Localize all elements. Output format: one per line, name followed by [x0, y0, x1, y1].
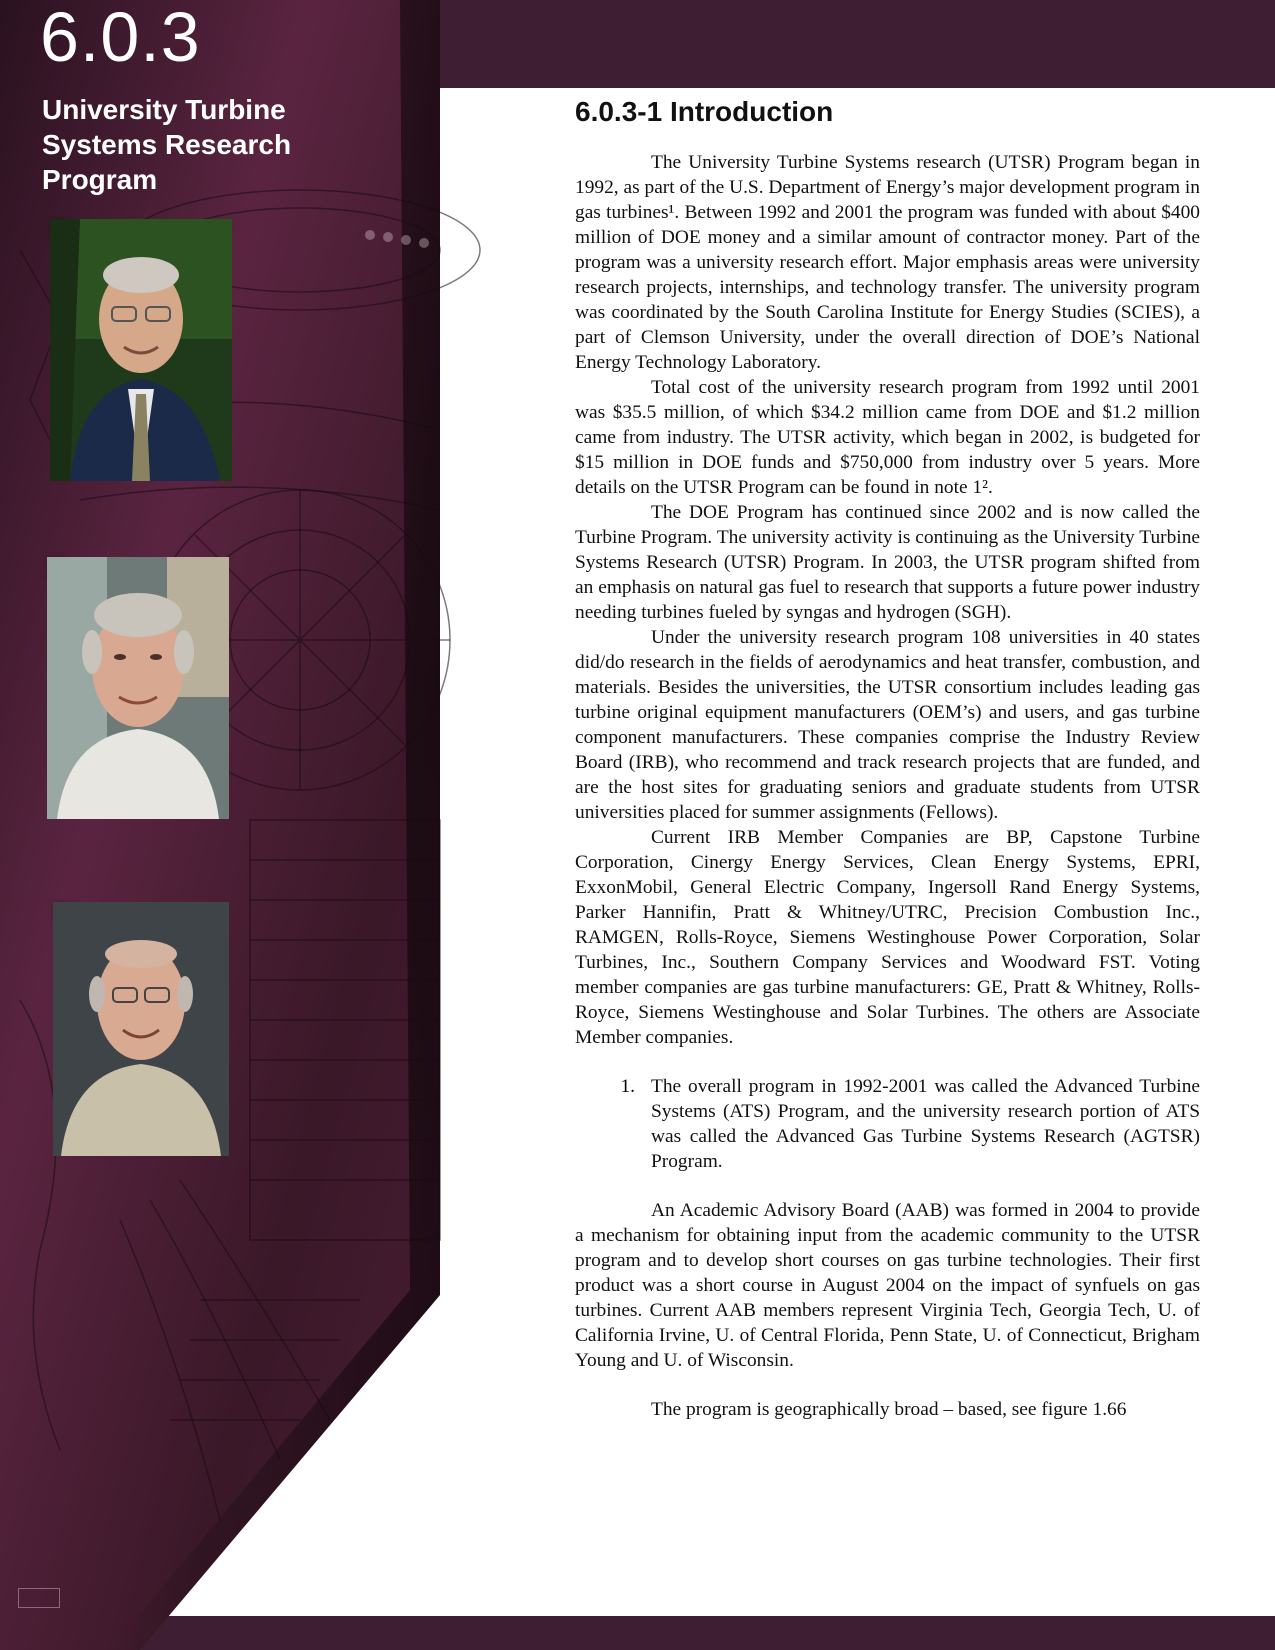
- main-content: [575, 96, 1200, 1422]
- portrait-3-image: [53, 902, 229, 1156]
- paragraph-5: Current IRB Member Companies are BP, Capstone Turbine Corporation, Cinergy Energy Services, Clean Energy Systems, EPRI, ExxonMobil, General Electric Company, Ingersoll Rand Energy Systems, Parker Hannifin, Pratt & Whitney/UTRC, Precision Combustion Inc., RAMGEN, Rolls-Royce, Siemens Westinghouse Power Corporation, Solar Turbines, Inc., Southern Company Services and Woodward FST. Voting member companies are gas turbine manufacturers: GE, Pratt & Whitney, Rolls-Royce, Siemens Westinghouse and Solar Turbines. The others are Associate Member companies.: [575, 827, 1200, 1048]
- footnote-number: 1.: [620, 1076, 635, 1097]
- footnote-text: The overall program in 1992-2001 was called the Advanced Turbine Systems (ATS) Program, and the university research portion of ATS was called the Advanced Gas Turbine Systems Research (AGTSR) Program.: [651, 1076, 1200, 1172]
- portrait-photo-2: [47, 557, 65, 575]
- paragraph-last: The program is geographically broad – based, see figure 1.66: [651, 1399, 1127, 1420]
- portrait-photo-3: [53, 902, 71, 920]
- portrait-photo-1: [50, 219, 68, 237]
- portrait-2-image: [47, 557, 229, 819]
- section-number: 6.0.3: [40, 0, 201, 76]
- paragraph-aab: An Academic Advisory Board (AAB) was formed in 2004 to provide a mechanism for obtaining input from the academic community to the UTSR program and to develop short courses on gas turbine technologies. Their first product was a short course in August 2004 on the impact of synfuels on gas turbines. Current AAB members represent Virginia Tech, Georgia Tech, U. of California Irvine, U. of Central Florida, Penn State, U. of Connecticut, Brigham Young and U. of Wisconsin.: [575, 1200, 1200, 1371]
- section-title: University Turbine Systems Research Program: [42, 94, 292, 195]
- paragraph-1: The University Turbine Systems research (UTSR) Program began in 1992, as part of the U.S. Department of Energy’s major development program in gas turbines¹. Between 1992 and 2001 the program was funded with about $400 million of DOE money and a similar amount of contractor money. Part of the program was a university research effort. Major emphasis areas were university research projects, internships, and technology transfer. The university program was coordinated by the South Carolina Institute for Energy Studies (SCIES), a part of Clemson University, under the overall direction of DOE’s National Energy Technology Laboratory.: [575, 152, 1200, 373]
- paragraph-2: Total cost of the university research program from 1992 until 2001 was $35.5 million, of which $34.2 million came from DOE and $1.2 million came from industry. The UTSR activity, which began in 2002, is budgeted for $15 million in DOE funds and $750,000 from industry over 5 years. More details on the UTSR Program can be found in note 1².: [575, 377, 1200, 498]
- intro-heading: 6.0.3-1 Introduction: [575, 96, 834, 127]
- paragraph-3: The DOE Program has continued since 2002 and is now called the Turbine Program. The university activity is continuing as the University Turbine Systems Research (UTSR) Program. In 2003, the UTSR program shifted from an emphasis on natural gas fuel to research that supports a future power industry needing turbines fueled by syngas and hydrogen (SGH).: [575, 502, 1200, 623]
- portrait-1-image: [50, 219, 232, 481]
- page-number-box: [18, 1588, 60, 1608]
- footnote-1: [575, 1074, 1200, 1174]
- sidebar: [0, 0, 500, 1650]
- paragraph-4: Under the university research program 108 universities in 40 states did/do research in the fields of aerodynamics and heat transfer, combustion, and materials. Besides the universities, the UTSR consortium includes leading gas turbine original equipment manufacturers (OEM’s) and users, and gas turbine component manufacturers. These companies comprise the Industry Review Board (IRB), who recommend and track research projects that are funded, and are the host sites for graduating seniors and graduate students from UTSR universities placed for summer assignments (Fellows).: [575, 627, 1200, 823]
